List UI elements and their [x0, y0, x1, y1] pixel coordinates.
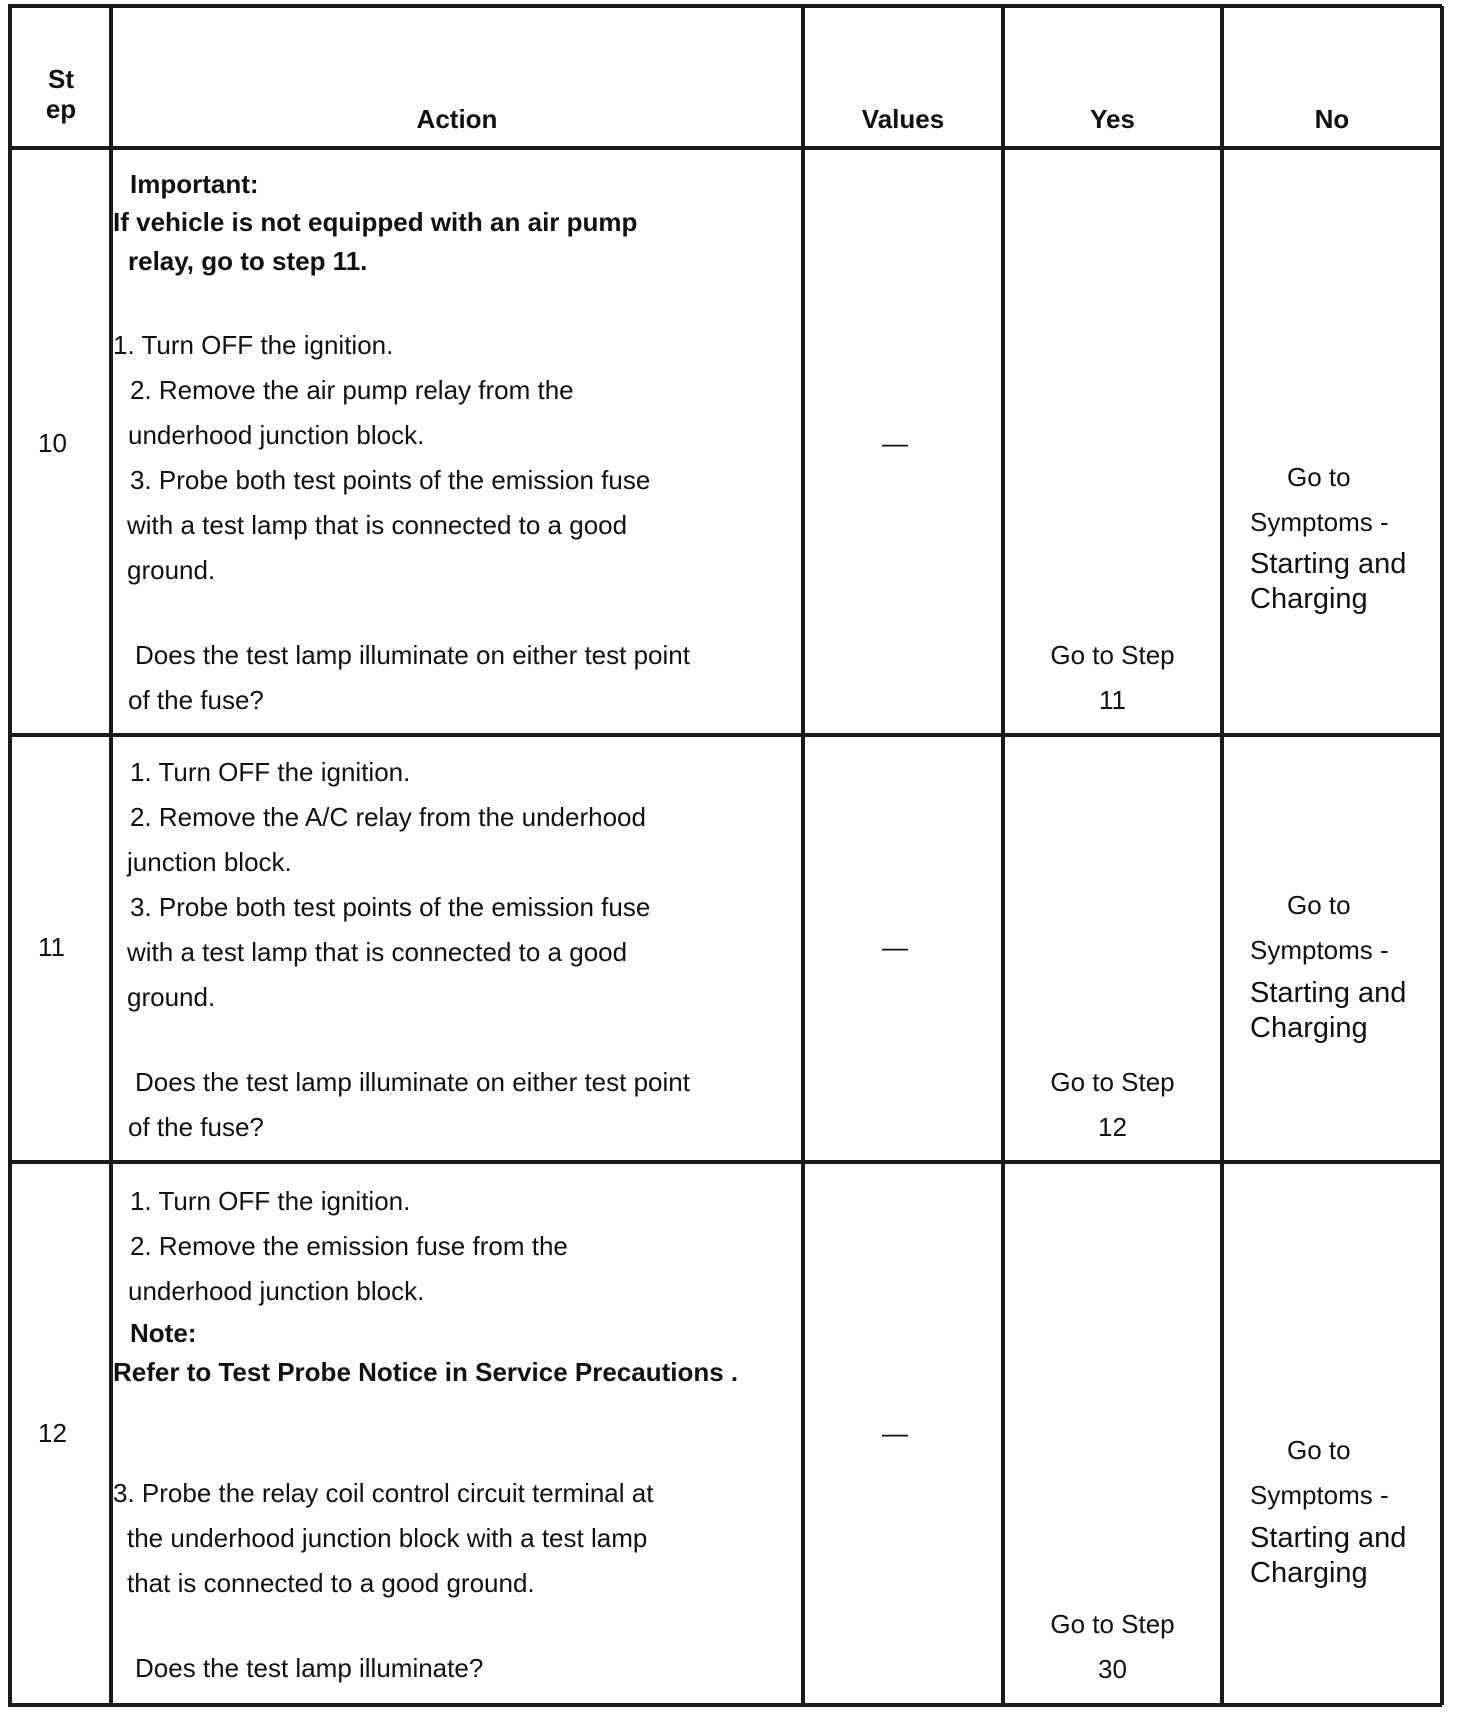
yes-line2: 12	[1098, 1112, 1127, 1142]
yes-line2: 30	[1098, 1654, 1127, 1684]
value-dash: —	[882, 1418, 908, 1448]
no-line3: Starting and	[1250, 1522, 1407, 1554]
question-line2: of the fuse?	[128, 685, 264, 715]
action-item-3-line2: the underhood junction block with a test lamp	[127, 1523, 648, 1553]
yes-line1: Go to Step	[1050, 1067, 1175, 1097]
important-label: Important:	[130, 169, 259, 199]
action-item-3-line1: 3. Probe both test points of the emission fuse	[130, 465, 651, 495]
header-yes: Yes	[1090, 104, 1135, 134]
yes-line1: Go to Step	[1050, 640, 1175, 670]
action-item-3-line3: that is connected to a good ground.	[127, 1568, 535, 1598]
no-line1: Go to	[1287, 1435, 1351, 1465]
yes-line2: 11	[1099, 685, 1126, 715]
header-step-line2: ep	[45, 94, 77, 124]
question-line1: Does the test lamp illuminate on either test point	[135, 640, 690, 670]
step-number: 11	[38, 932, 65, 962]
header-action: Action	[416, 104, 498, 134]
step-number: 12	[38, 1418, 67, 1448]
header-step	[12, 64, 110, 124]
note-label: Note:	[130, 1318, 197, 1348]
action-item-2-line2: underhood junction block.	[128, 420, 425, 450]
header-values: Values	[861, 104, 945, 134]
no-line4: Charging	[1250, 1012, 1368, 1044]
header-no: No	[1314, 104, 1350, 134]
header-step-line1: St	[48, 64, 74, 94]
question-line1: Does the test lamp illuminate on either test point	[135, 1067, 690, 1097]
no-line3: Starting and	[1250, 548, 1407, 580]
no-line1: Go to	[1287, 890, 1351, 920]
action-item-1: 1. Turn OFF the ignition.	[130, 1186, 411, 1216]
action-item-2-line1: 2. Remove the A/C relay from the underhood	[130, 802, 646, 832]
action-item-3-line3: ground.	[127, 982, 216, 1012]
no-line2: Symptoms -	[1250, 935, 1389, 965]
value-dash: —	[882, 932, 908, 962]
no-line1: Go to	[1287, 462, 1351, 492]
action-item-2-line2: underhood junction block.	[128, 1276, 425, 1306]
note-text: Refer to Test Probe Notice in Service Precautions .	[113, 1357, 739, 1387]
value-dash: —	[882, 428, 908, 458]
action-item-3-line1: 3. Probe both test points of the emission fuse	[130, 892, 651, 922]
action-item-3-line2: with a test lamp that is connected to a good	[127, 510, 628, 540]
action-item-3-line3: ground.	[127, 555, 216, 585]
action-item-2-line2: junction block.	[127, 847, 292, 877]
action-item-2-line1: 2. Remove the air pump relay from the	[130, 375, 574, 405]
step-number: 10	[38, 428, 67, 458]
action-item-2-line1: 2. Remove the emission fuse from the	[130, 1231, 568, 1261]
action-item-3-line1: 3. Probe the relay coil control circuit terminal at	[113, 1478, 654, 1508]
question-line1: Does the test lamp illuminate?	[135, 1653, 484, 1683]
no-line3: Starting and	[1250, 977, 1407, 1009]
no-line2: Symptoms -	[1250, 507, 1389, 537]
action-item-3-line2: with a test lamp that is connected to a good	[127, 937, 628, 967]
question-line2: of the fuse?	[128, 1112, 264, 1142]
no-line4: Charging	[1250, 583, 1368, 615]
important-text-line2: relay, go to step 11.	[128, 246, 368, 276]
yes-line1: Go to Step	[1050, 1609, 1175, 1639]
action-item-1: 1. Turn OFF the ignition.	[130, 757, 411, 787]
important-text-line1: If vehicle is not equipped with an air pump	[113, 207, 638, 237]
action-item-1: 1. Turn OFF the ignition.	[113, 330, 394, 360]
no-line4: Charging	[1250, 1557, 1368, 1589]
no-line2: Symptoms -	[1250, 1480, 1389, 1510]
